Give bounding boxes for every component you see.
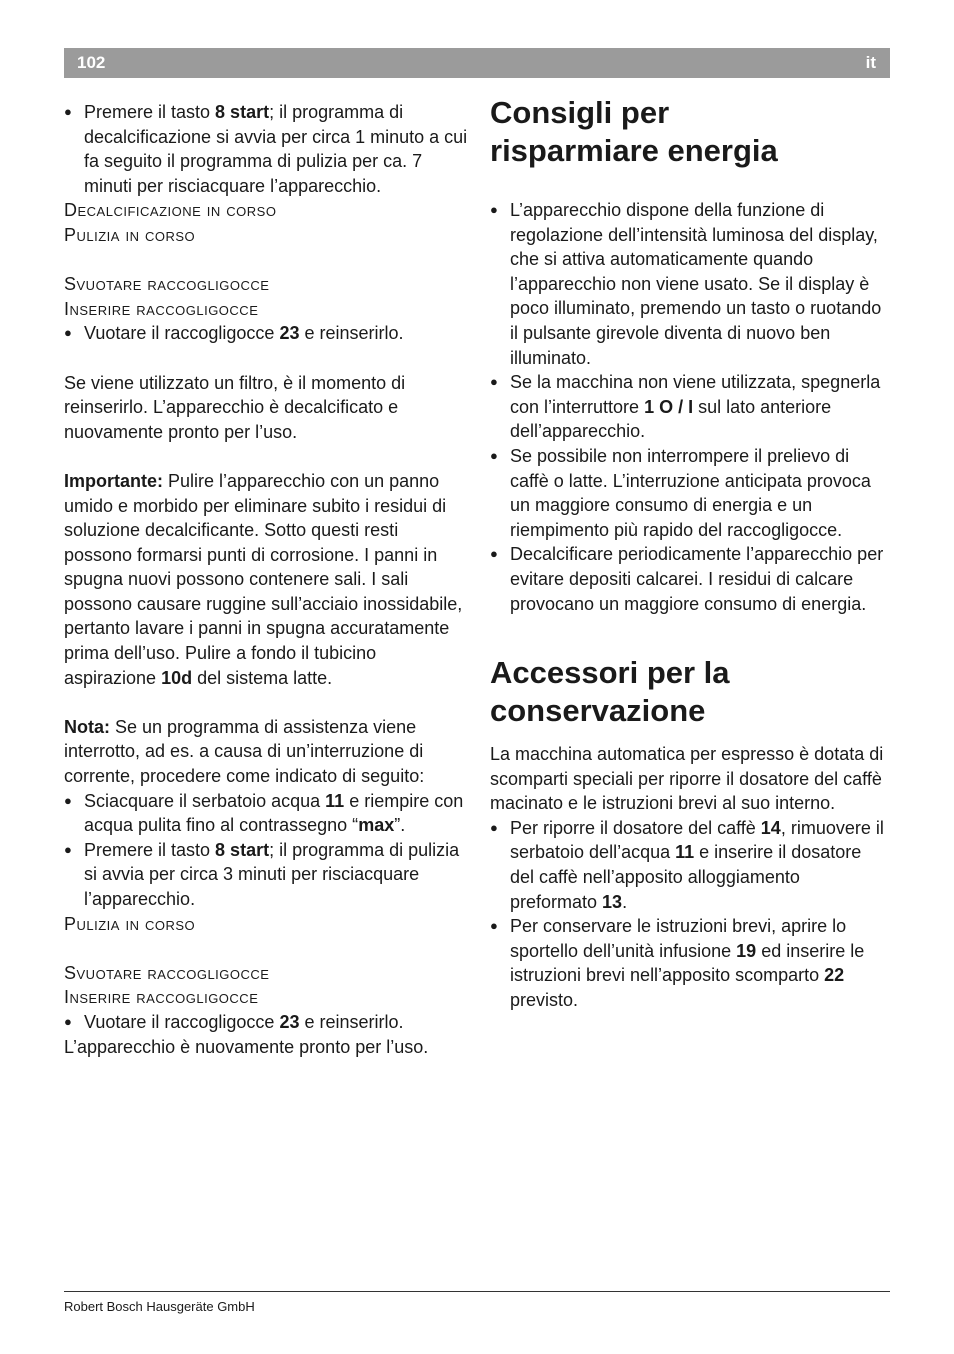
page-number: 102 [77, 53, 106, 72]
footer-divider [64, 1291, 890, 1292]
display-msg-empty-drip-tray-2: Svuotare raccogligocce [64, 962, 270, 983]
bullet-store-quick-guide: ● Per conservare le istruzioni brevi, aprire lo sportello dell’unità infusione 19 ed inserire le istruzioni brevi nell’apposito scomparto 22 previsto. [490, 914, 890, 1012]
bullet-empty-drip-tray-2: ● Vuotare il raccogligocce 23 e reinserirlo. [64, 1010, 468, 1035]
bullet-rinse-tank: ● Sciacquare il serbatoio acqua 11 e riempire con acqua pulita fino al contrassegno “max”. [64, 789, 468, 838]
display-msg-cleaning-2: Pulizia in corso [64, 913, 196, 934]
paragraph-filter: Se viene utilizzato un filtro, è il momento di reinserirlo. L’apparecchio è decalcificato e nuovamente pronto per l’uso. [64, 372, 406, 442]
bullet-display-dimming: ● L’apparecchio dispone della funzione di regolazione dell’intensità luminosa del display, che si attiva automaticamente quando l’apparecchio non viene usato. Se il display è poco illuminato, premendo un tasto o ruotando il pulsante girevole diventa di nuovo ben illuminato. [490, 198, 890, 370]
display-msg-decalcification: Decalcificazione in corso [64, 200, 277, 221]
right-column [490, 94, 890, 1013]
bullet-decalcify: ● Decalcificare periodicamente l’apparecchio per evitare depositi calcarei. I residui di calcare provocano un maggiore consumo di energia. [490, 542, 890, 616]
footer-company: Robert Bosch Hausgeräte GmbH [64, 1299, 255, 1314]
heading-storage-accessories: Accessori per la conservazione [490, 655, 730, 729]
display-msg-insert-drip-tray: Inserire raccogligocce [64, 298, 259, 319]
paragraph-storage-intro: La macchina automatica per espresso è dotata di scomparti speciali per riporre il dosatore del caffè macinato e le istruzioni brevi al suo interno. [490, 744, 884, 814]
display-msg-empty-drip-tray: Svuotare raccogligocce [64, 274, 270, 295]
paragraph-ready: L’apparecchio è nuovamente pronto per l’uso. [64, 1036, 429, 1057]
bullet-empty-drip-tray: ● Vuotare il raccogligocce 23 e reinserirlo. [64, 321, 468, 346]
bullet-press-start-cleaning: ● Premere il tasto 8 start; il programma di pulizia si avvia per circa 3 minuti per risciacquare l’apparecchio. [64, 838, 468, 912]
display-msg-cleaning: Pulizia in corso [64, 224, 196, 245]
page-header [64, 48, 890, 78]
bullet-no-interrupt: ● Se possibile non interrompere il prelievo di caffè o latte. L’interruzione anticipata provoca un maggiore consumo di energia e un riempimento più rapido del raccogligocce. [490, 444, 890, 542]
bullet-switch-off: ● Se la macchina non viene utilizzata, spegnerla con l’interruttore 1 O / I sul lato anteriore dell’apparecchio. [490, 370, 890, 444]
language-code: it [865, 53, 876, 72]
left-column [64, 100, 468, 1059]
paragraph-note: Nota: Se un programma di assistenza viene interrotto, ad es. a causa di un’interruzione di corrente, procedere come indicato di seguito: [64, 716, 425, 787]
heading-energy-saving: Consigli per risparmiare energia [490, 95, 778, 168]
bullet-press-start: ● Premere il tasto 8 start; il programma di decalcificazione si avvia per circa 1 minuto a cui fa seguito il programma di pulizia per ca. 7 minuti per risciacquare l’apparecchio. [64, 100, 468, 198]
bullet-store-coffee-doser: ● Per riporre il dosatore del caffè 14, rimuovere il serbatoio dell’acqua 11 e inserire il dosatore del caffè nell’apposito alloggiamento preformato 13. [490, 816, 890, 914]
display-msg-insert-drip-tray-2: Inserire raccogligocce [64, 987, 259, 1008]
paragraph-important: Importante: Pulire l’apparecchio con un panno umido e morbido per eliminare subito i residui di soluzione decalcificante. Sotto questi resti possono formarsi punti di corrosione. I panni in spugna nuovi possono contenere sali. I sali possono causare ruggine sull’acciaio inossidabile, pertanto lavare i panni in spugna accuratamente prima dell’uso. Pulire a fondo il tubicino aspirazione 10d del sistema latte. [64, 470, 463, 688]
